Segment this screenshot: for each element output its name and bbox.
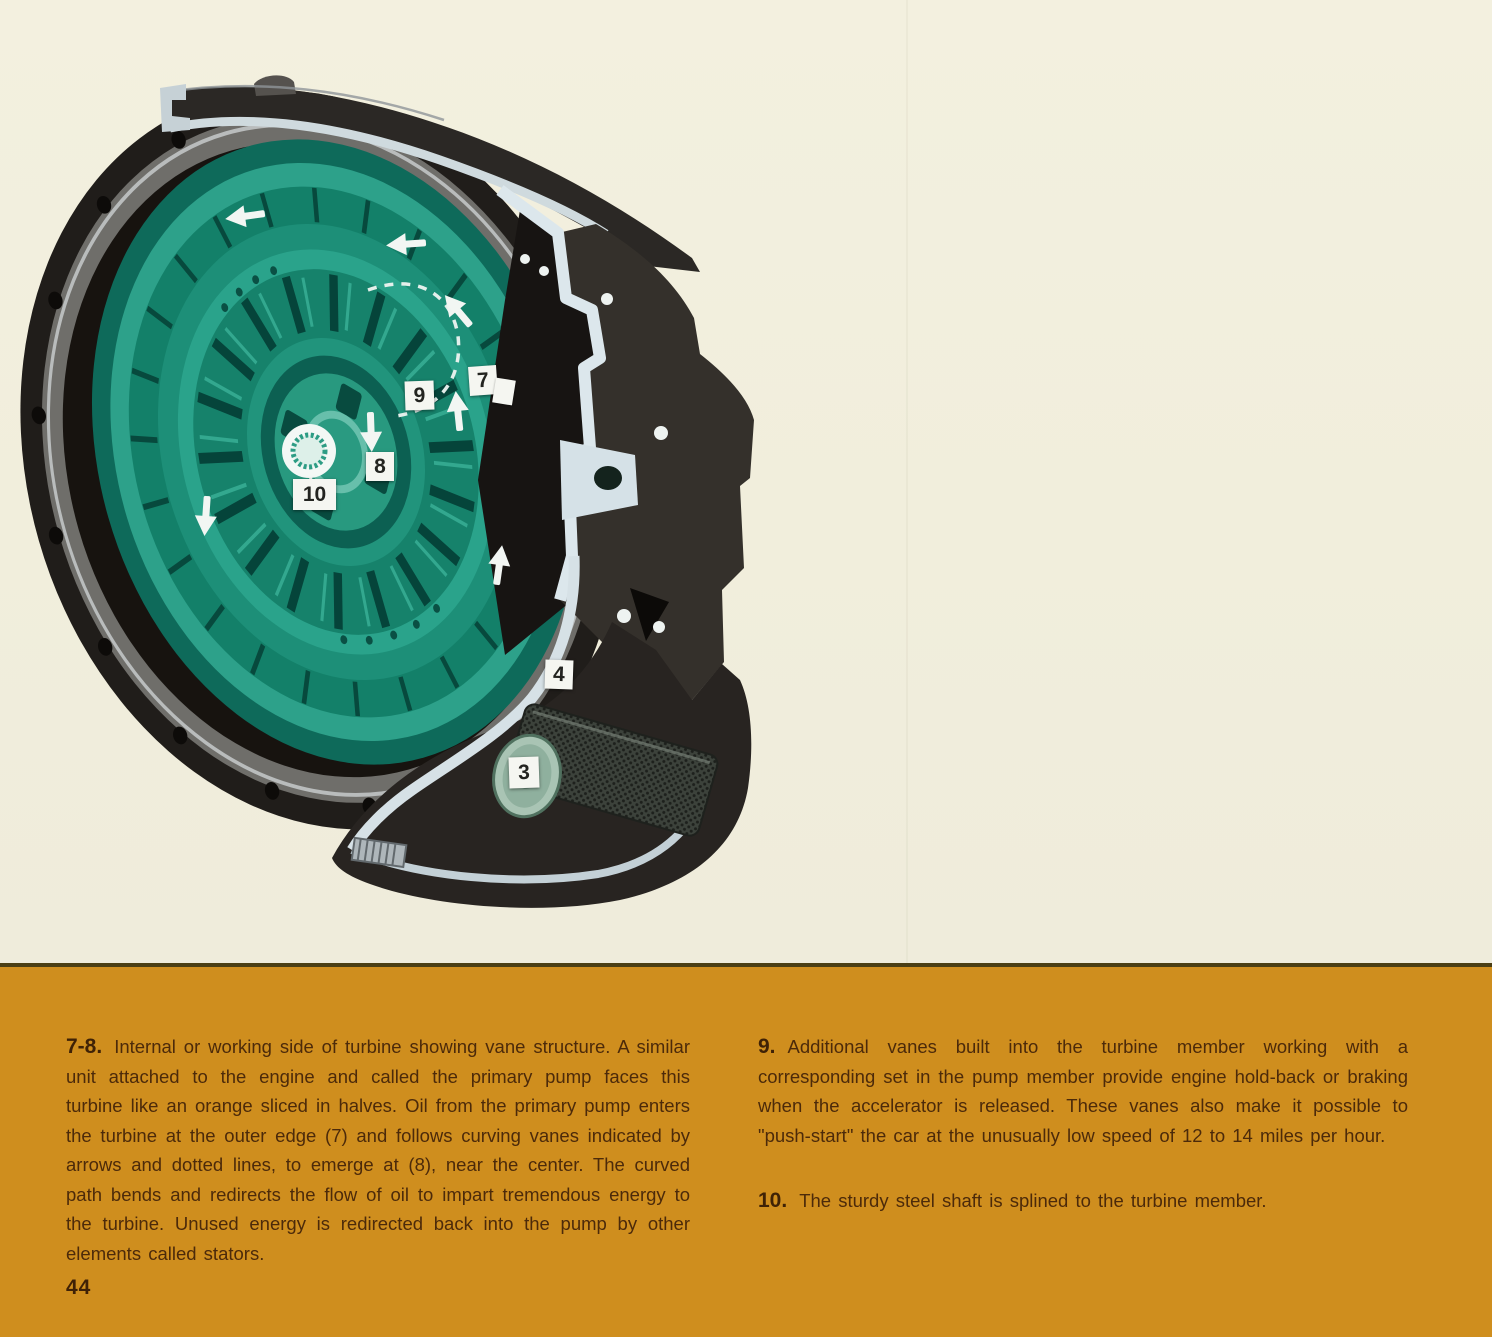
caption-7-8-text: Internal or working side of turbine showing vane structure. A similar unit attached to the engine and called the primary pump faces this turbine like an orange sliced in halves. Oil from the primary pump enters the turbine at the outer edge (7) and follows curving vanes indicated by arrows and dotted lines, to emerge at (8), near the center. The curved path bends and redirects the flow of oil to impart tremendous energy to the turbine. Unused energy is redirected back into the pump by other elements called stators. [66,1036,690,1264]
caption-10 [758,1186,1408,1216]
caption-9 [758,1032,1408,1150]
turbine-cutaway-illustration [0,0,800,930]
caption-7-8 [66,1032,690,1268]
callout-10-label: 10 [302,483,327,506]
callout-blank-tag [492,378,516,406]
caption-9-text: Additional vanes built into the turbine member working with a corresponding set in the pump member provide engine hold-back or braking when the accelerator is released. These vanes also make it possible to "push-start" the car at the unusually low speed of 12 to 14 miles per hour. [758,1036,1408,1146]
callout-3-label: 3 [517,760,531,785]
callout-4-label: 4 [552,662,566,687]
paper-fold-line [906,0,908,963]
callout-4 [545,660,574,690]
callout-9 [405,381,435,411]
caption-7-8-number: 7-8. [66,1035,103,1058]
housing-right-section [478,190,754,700]
callout-7-label: 7 [476,368,490,393]
figure-area [0,0,800,930]
caption-10-text: The sturdy steel shaft is splined to the turbine member. [799,1190,1267,1211]
caption-9-number: 9. [758,1035,776,1058]
caption-10-number: 10. [758,1189,788,1212]
callout-10 [293,479,336,510]
callout-3 [508,756,539,788]
callout-9-label: 9 [413,383,426,408]
callout-8 [366,452,394,481]
callout-8-label: 8 [374,455,386,478]
page-number: 44 [66,1276,92,1299]
